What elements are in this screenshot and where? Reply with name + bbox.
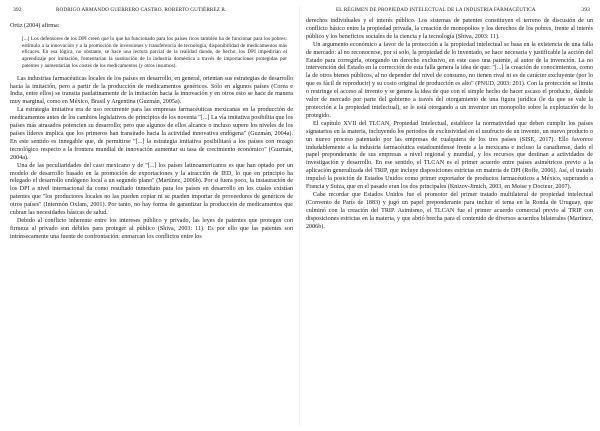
left-running-head xyxy=(10,0,293,14)
paragraph: Cabe recordar que Estados Unidos fue el promotor del primer tratado multilateral de propiedad intelectual (Convenio de París de 1883) y jugó un papel preponderante para incluir el tema en la Ronda de Uruguay, que culminó con la creación del TRIP. Asimismo, el TLCAN fue el primer acuerdo comercial previo al TRIP con disposiciones estrictas en la materia, y que abrió brecha para el contenido de diversos acuerdos bilaterales (Martínez, 2006b). xyxy=(306,191,593,230)
right-running-head-title: EL RÉGIMEN DE PROPIEDAD INTELECTUAL DE LA INDUSTRIA FARMACÉUTICA xyxy=(336,7,536,13)
right-running-head xyxy=(306,0,593,14)
right-page-body xyxy=(306,18,593,231)
left-running-head-title: RODRIGO ARMANDO GUERRERO CASTRO, ROBERTO GUTIÉRREZ R. xyxy=(56,7,227,13)
left-page-body xyxy=(10,23,293,242)
paragraph: derechos individuales y el interés público. Los sistemas de patentes constituyen el terreno de discusión de un conflicto básico entre la propiedad privada, la creación de monopolios y los derechos de los pobres, frente al interés público y los beneficios sociales de la ciencia y la tecnología (Shiva, 2003: 11). xyxy=(306,18,593,40)
paragraph: Una de las peculiaridades del caso mexicano y de "[...] los países latinoamericanos es que han optado por un modelo de desarrollo basado en la promoción de exportaciones y la atracción de IED, lo que en principio ha relegado el desarrollo endógeno local a un segundo plano" (Martínez, 2006b). Por si fuera poco, la instauración de los DPI a nivel internacional da como resultado inmediato para los países en desarrollo en los cuales existían patentes que "los productores locales no las pueden copiar ni se pueden importar de proveedores de genéricos de otros países" (Intermón Oxfam, 2001). Por tanto, no hay forma de garantizar la producción de medicamentos que cubran las necesidades básicas de salud. xyxy=(10,162,293,217)
right-page-number: 393 xyxy=(581,7,590,13)
paragraph: La estrategia imitativa era de uso recurrente para las empresas farmacéuticas mexicanas en la producción de medicamentos antes de los cambios legislativos de principios de los noventa "[...] La vía imitativa posibilita que los países más atrasados potencien su desarrollo; pero que algunos de ellos alcance o incluso supere los niveles de los países líderes implica que los primeros han transitado hacia la actividad innovativa endógena" (Guzmán, 2004a). En este sentido es innegable que, de permitirse "[...] la estrategia imitativa posibilitará a los países con rezago tecnológico respecto a la frontera mundial de innovación aumentar su tasa de crecimiento económico" (Guzmán, 2004a). xyxy=(10,107,293,161)
paragraph: Un argumento económico a favor de la protección a la propiedad intelectual se basa en la existencia de una falla de mercado: al no reconocerse, por sí solo, la propiedad de lo inventado, se hace necesaria y justificable la acción del Estado para corregirla, otorgando un derecho exclusivo, en este caso una patente, al autor de la invención. La no intervención del Estado en la corrección de esta falla genera la idea de que: "[...] la creación de conocimientos, como la de otros bienes públicos, al no depender del nivel de consumo, no tienen rival ni es de carácter excluyente (por lo que es fácil de reproducir) y su costo original de producción es alto" (PNUD, 2003: 201). Con la protección se limita o restringe el acceso al invento y se genera la idea de que con el simple hecho de hacer escaso el producto, dándole valor de mercado por parte del gobierno a través del otorgamiento de una figura jurídica (le da que se vale la protección a la propiedad intelectual), se le está otorgando a un inventor un monopolio sobre la explotación de lo protegido. xyxy=(306,41,593,119)
quote-intro: Ortiz (2004) afirma: xyxy=(10,23,60,29)
block-quote: [...] Los defensores de los DPI creen que lo que ha funcionado para los países ricos también ha de funcionar para los pobres: estímulo a la innovación y a la promoción de inversiones y transferencia de tecnología, disponibilidad de medicamentos más eficaces. En esa lógica, no obstante, se hace una lectura parcial de la realidad donde, de hecho, los DPI impedirían el aprendizaje por imitación, fomentarían la sustitución de la industria doméstica a través de importaciones protegidas por patentes y aumentarían los costes de los medicamentos (y otros insumos). xyxy=(22,35,287,69)
paragraph: Debido al conflicto inherente entre los intereses público y privado, las leyes de patentes que protegen con firmeza al privado son débiles para proteger al público (Shiva, 2003: 11). Es por ello que las patentes son intrínsecamente una fuente de confrontación: enmarcan los conflictos entre los xyxy=(10,217,293,240)
right-page xyxy=(306,0,593,431)
paragraph: El capítulo XVII del TLCAN, Propiedad Intelectual, establece la normatividad que deben cumplir los países signatarios en la materia, incluyendo los periodos de exclusividad en el usufructo de un invento, un nuevo producto o un nuevo proceso patentado por las empresas de cualquiera de los tres países (SISE, 2017). Ello favorece indudablemente a la industria farmacéutica estadounidense frente a la mexicana e incluso la canadiense, dado el papel preponderante de sus empresas a nivel regional y mundial, y los recursos que destinan a actividades de investigación y desarrollo. En ese sentido, el TLCAN es el primer acuerdo entre países asimétricos previo a la aplicación generalizada del TRIP, que incluye disposiciones estrictas en materia de DPI (Roffe, 2006). Así, el tratado impulsó la posición de Estados Unidos como primer exportador de productos farmacéuticos a México, superando a Francia y Suiza, que en el pasado eran los dos principales (Knizov-Jimich, 2003, en Moise y Docteur, 2007). xyxy=(306,120,593,191)
left-page-number: 392 xyxy=(13,7,22,13)
paragraph: Las industrias farmacéuticas locales de los países en desarrollo, en general, orientan sus estrategias de desarrollo hacia la imitación, pero a partir de la producción de medicamentos genéricos. Sólo en algunos países (Corea e India, entre ellos) se transita paulatinamente de la imitación hacia la innovación y en otros esto se hace de manera muy marginal, como en México, Brasil y Argentina (Guzmán, 2005a). xyxy=(10,75,293,106)
left-page xyxy=(10,0,293,431)
page-gutter xyxy=(299,6,300,426)
